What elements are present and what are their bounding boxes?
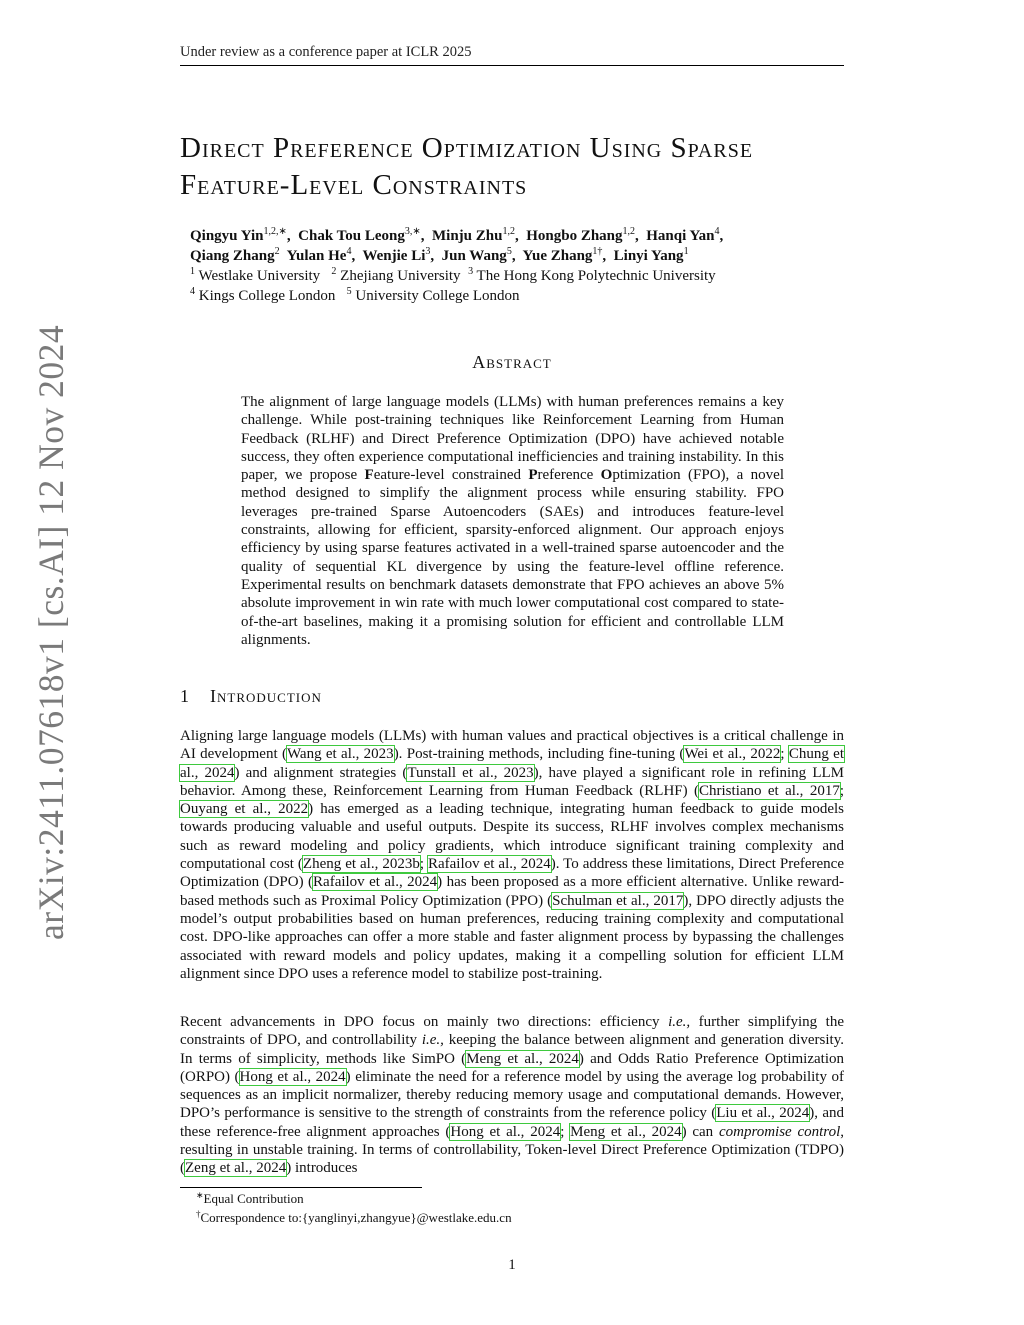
affiliation: Westlake University [198, 268, 321, 284]
author-name: Hanqi Yan [646, 228, 715, 244]
body-text: keeping the balance between alignment and generation diversity. In terms of simplicity, methods like SimPO ( [180, 1032, 844, 1067]
author-name: Qingyu Yin [190, 228, 264, 244]
author-name: Hongbo Zhang [526, 228, 623, 244]
citation-link[interactable]: Meng et al., 2024 [466, 1050, 579, 1067]
affiliation: The Hong Kong Polytechnic University [476, 268, 716, 284]
body-text: ; [839, 782, 844, 799]
author-affiliation-mark: 1† [592, 246, 603, 257]
body-text: ), DPO directly adjusts the model’s output probabilities based on human preferences, reducing training complexity and computational cost. DPO-like approaches can offer a more stable and faster alignment process by bypassing the challenges associated with reward models and policy updates, making it a compelling solution for efficient LLM alignment since DPO uses a reference model to stabilize post-training. [180, 892, 845, 982]
abstract-text: ptimization (FPO), a novel method designed to simplify the alignment process while ensuring stability. FPO leverages pre-trained Sparse Autoencoders (SAEs) and introduces feature-level constraints, allowing for efficient, sparsity-enforced alignment. Our approach enjoys efficiency by using sparse features activated in a well-trained sparse autoencoder and the quality of sequential KL divergence by using the feature-level offline reference. Experimental results on benchmark datasets demonstrate that FPO achieves an above 5% absolute improvement in win rate with much lower computational cost compared to state-of-the-art baselines, making it a promising solution for efficient and controllable LLM alignments. [241, 467, 784, 648]
author-name: Linyi Yang [613, 248, 684, 264]
affiliation-mark: 2 [331, 266, 337, 277]
affiliation: Zhejiang University [340, 268, 461, 284]
author-name: Jun Wang [441, 248, 507, 264]
citation-link[interactable]: Hong et al., 2024 [239, 1068, 346, 1085]
citation-link[interactable]: Hong et al., 2024 [450, 1123, 561, 1140]
running-head: Under review as a conference paper at ICLR 2025 [180, 44, 844, 66]
body-italic: i.e., [421, 1032, 444, 1049]
author-affiliation-mark: 3,∗ [404, 226, 421, 237]
citation-link[interactable]: Tunstall et al., 2023 [407, 764, 534, 781]
body-text: Aligning large language models (LLMs) with human values and practical objectives is a critical challenge in AI development ( [180, 728, 844, 763]
body-text: ) can [681, 1123, 719, 1140]
body-text: ). Post-training methods, including fine-tuning ( [393, 746, 685, 763]
body-text: ). To address these limitations, Direct Preference Optimization (DPO) ( [180, 856, 844, 891]
affiliation-line-1 [190, 266, 850, 286]
abstract-emphasis: O [600, 467, 613, 484]
author-name: Minju Zhu [432, 228, 503, 244]
affiliation-mark: 5 [346, 286, 352, 297]
affiliation-line-2 [190, 286, 850, 306]
body-italic: compromise control [718, 1123, 841, 1140]
body-text: ) introduces [286, 1160, 358, 1177]
author-affiliation-mark: 4 [346, 246, 352, 257]
title-line-1: Direct Preference Optimization Using Sparse [180, 132, 754, 164]
body-text: ; [560, 1123, 571, 1140]
affiliation-mark: 1 [190, 266, 195, 277]
body-text: Recent advancements in DPO focus on mainly two directions: efficiency [180, 1014, 669, 1030]
abstract-text: The alignment of large language models (LLMs) with human preferences remains a key challenge. While post-training techniques like Reinforcement Learning from Human Feedback (RLHF) and Direct Preference Optimization (DPO) have achieved notable success, they often experience computational inefficiencies and training instability. In this paper, we propose [241, 394, 784, 484]
author-name: Wenjie Li [362, 248, 426, 264]
body-text: ) and Odds Ratio Preference Optimization (ORPO) ( [180, 1050, 844, 1085]
body-text: , resulting in unstable training. In terms of controllability, Token-level Direct Preference Optimization (TDPO) ( [180, 1123, 845, 1177]
citation-link[interactable]: Wang et al., 2023 [286, 746, 394, 763]
footnotes [196, 1189, 836, 1227]
affiliation: Kings College London [198, 288, 336, 304]
citation-link[interactable]: Chung et al., 2024 [180, 746, 844, 781]
body-text: ), have played a significant role in refining LLM behavior. Among these, Reinforcement Learning from Human Feedback (RLHF) ( [180, 764, 844, 799]
author-name: Qiang Zhang [190, 248, 275, 264]
body-text: ), and these reference-free alignment approaches ( [180, 1105, 844, 1140]
author-name: Yue Zhang [522, 248, 593, 264]
abstract-emphasis: P [528, 467, 538, 484]
abstract-text: reference [537, 467, 601, 484]
citation-link[interactable]: Zeng et al., 2024 [185, 1160, 287, 1177]
footnote-mark: † [196, 1209, 201, 1219]
author-name: Chak Tou Leong [298, 228, 405, 244]
abstract-emphasis: F [364, 467, 374, 484]
author-affiliation-mark: 1 [683, 246, 689, 257]
body-text: ) has emerged as a leading technique, integrating human feedback to guide models towards producing valuable and useful outputs. Despite its success, RLHF involves complex mechanisms such as reward modeling and policy gradients, which introduce significant training complexity and computational cost ( [180, 801, 844, 873]
author-line-1: Qingyu Yin$^{1,2,∗}$, Chak Tou Leong$^{3,∗}$, Minju Zhu$^{1,2}$, Hongbo Zhang$^{1,2}$, Hanqi Yan$^4$, [190, 226, 724, 244]
author-line-2: Qiang Zhang$^2$ Yulan He$^4$, Wenjie Li$^3$, Jun Wang$^5$, Yue Zhang$^{1\dagger}$, Linyi Yang$^1$ [190, 246, 689, 264]
citation-link[interactable]: Rafailov et al., 2024 [313, 874, 438, 891]
author-affiliation-mark: 1,2,∗ [263, 226, 287, 237]
abstract-text: eature-level constrained [373, 467, 529, 484]
title-line-2: Feature-Level Constraints [180, 169, 528, 201]
citation-link[interactable]: Schulman et al., 2017 [552, 892, 684, 909]
citation-link[interactable]: Ouyang et al., 2022 [180, 801, 309, 818]
section-title: Introduction [210, 686, 322, 706]
affiliation: University College London [355, 288, 520, 304]
footnote-divider [180, 1187, 422, 1188]
arxiv-identifier: arXiv:2411.07618v1 [cs.AI] 12 Nov 2024 [31, 324, 71, 940]
abstract-heading: Abstract [472, 352, 552, 372]
page-number: 1 [508, 1257, 516, 1273]
footnote-text: Equal Contribution [203, 1191, 304, 1206]
citation-link[interactable]: Meng et al., 2024 [570, 1123, 682, 1140]
affiliation-mark: 3 [468, 266, 474, 277]
author-affiliation-mark: 1,2 [502, 226, 515, 237]
body-text: ; [419, 856, 428, 873]
citation-link[interactable]: Zheng et al., 2023b [302, 856, 420, 873]
intro-paragraph-2 [180, 1013, 844, 1178]
author-affiliation-mark: 1,2 [622, 226, 636, 237]
abstract-body [241, 393, 784, 649]
footnote-text: Correspondence to:{yanglinyi,zhangyue}@westlake.edu.cn [200, 1210, 512, 1225]
body-text: ; [780, 746, 789, 763]
section-number: 1 [180, 686, 190, 706]
footnote-mark: ∗ [196, 1190, 204, 1200]
body-text: further simplifying the constraints of DPO, and controllability [180, 1014, 845, 1049]
body-text: ) has been proposed as a more efficient alternative. Unlike reward-based methods such as Proximal Policy Optimization (PPO) ( [180, 874, 844, 909]
section-heading-introduction [180, 686, 844, 707]
footnote-correspondence [196, 1208, 836, 1227]
author-block [190, 226, 850, 306]
author-affiliation-mark: 4 [714, 226, 720, 237]
citation-link[interactable]: Liu et al., 2024 [716, 1105, 810, 1122]
author-affiliation-mark: 2 [274, 246, 280, 257]
paper-title [180, 130, 860, 204]
author-affiliation-mark: 3 [425, 246, 431, 257]
citation-link[interactable]: Rafailov et al., 2024 [427, 856, 551, 873]
intro-paragraph-1 [180, 727, 844, 983]
author-name: Yulan He [286, 248, 347, 264]
affiliation-mark: 4 [190, 286, 195, 297]
footnote-equal-contribution [196, 1189, 836, 1208]
body-text: ) and alignment strategies ( [234, 764, 408, 781]
citation-link[interactable]: Wei et al., 2022 [684, 746, 781, 763]
citation-link[interactable]: Christiano et al., 2017 [699, 782, 840, 799]
body-italic: i.e., [668, 1014, 691, 1030]
author-affiliation-mark: 5 [506, 246, 512, 257]
body-text: ) eliminate the need for a reference model by using the average log probability of sequences as an implicit normalizer, thereby reducing memory usage and computational demands. However, DPO’s performance is sensitive to the strength of constraints from the reference policy ( [180, 1068, 845, 1122]
